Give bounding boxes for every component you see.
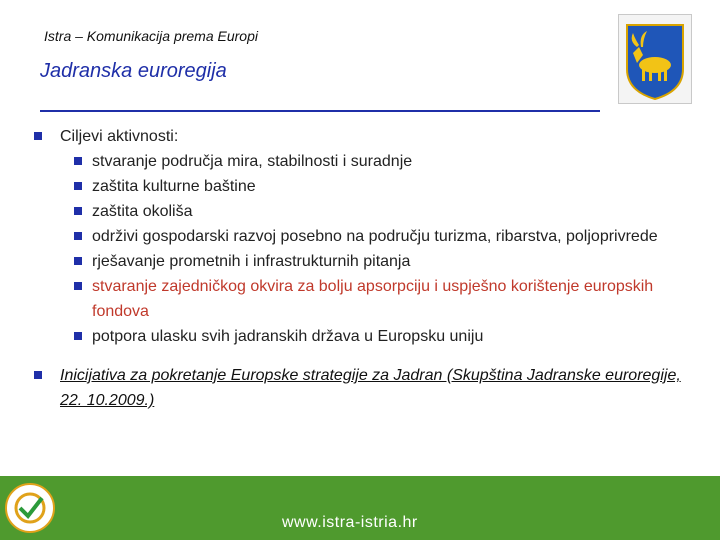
- list-item: [32, 199, 682, 224]
- bullet-icon: [74, 182, 82, 190]
- bullet-icon: [74, 282, 82, 290]
- list-item: [32, 224, 682, 249]
- goal-text: rješavanje prometnih i infrastrukturnih pitanja: [92, 253, 411, 270]
- bullet-icon: [74, 207, 82, 215]
- goal-text: stvaranje zajedničkog okvira za bolju apsorpciju i uspješno korištenje europskih fondova: [92, 278, 654, 320]
- list-item: [32, 324, 682, 349]
- list-item-highlighted: [32, 274, 682, 324]
- content-list: [32, 124, 682, 413]
- goal-text: zaštita kulturne baštine: [92, 178, 256, 195]
- footer-bar: [0, 476, 720, 540]
- goal-text: zaštita okoliša: [92, 203, 193, 220]
- list-item: [32, 174, 682, 199]
- bullet-icon: [34, 371, 42, 379]
- goal-text: održivi gospodarski razvoj posebno na području turizma, ribarstva, poljoprivrede: [92, 228, 658, 245]
- goal-text: stvaranje područja mira, stabilnosti i suradnje: [92, 153, 413, 170]
- page-title: Jadranska euroregija: [40, 60, 227, 82]
- bullet-icon: [74, 232, 82, 240]
- bullet-icon: [74, 257, 82, 265]
- list-item-goals-heading: [32, 124, 682, 149]
- list-item: [32, 149, 682, 174]
- coat-of-arms-icon: [618, 14, 692, 104]
- title-underline: [40, 110, 600, 112]
- footer-website[interactable]: www.istra-istria.hr: [282, 514, 418, 531]
- seal-icon: [4, 480, 56, 536]
- header-subtitle: Istra – Komunikacija prema Europi: [44, 28, 258, 44]
- bullet-icon: [74, 332, 82, 340]
- list-item: [32, 249, 682, 274]
- list-item-initiative: [32, 363, 682, 413]
- initiative-link[interactable]: Inicijativa za pokretanje Europske strategije za Jadran (Skupština Jadranske euroregije, 22. 10.2009.): [60, 367, 681, 409]
- goals-heading: Ciljevi aktivnosti:: [60, 128, 179, 145]
- goal-text: potpora ulasku svih jadranskih država u Europsku uniju: [92, 328, 484, 345]
- bullet-icon: [74, 157, 82, 165]
- bullet-icon: [34, 132, 42, 140]
